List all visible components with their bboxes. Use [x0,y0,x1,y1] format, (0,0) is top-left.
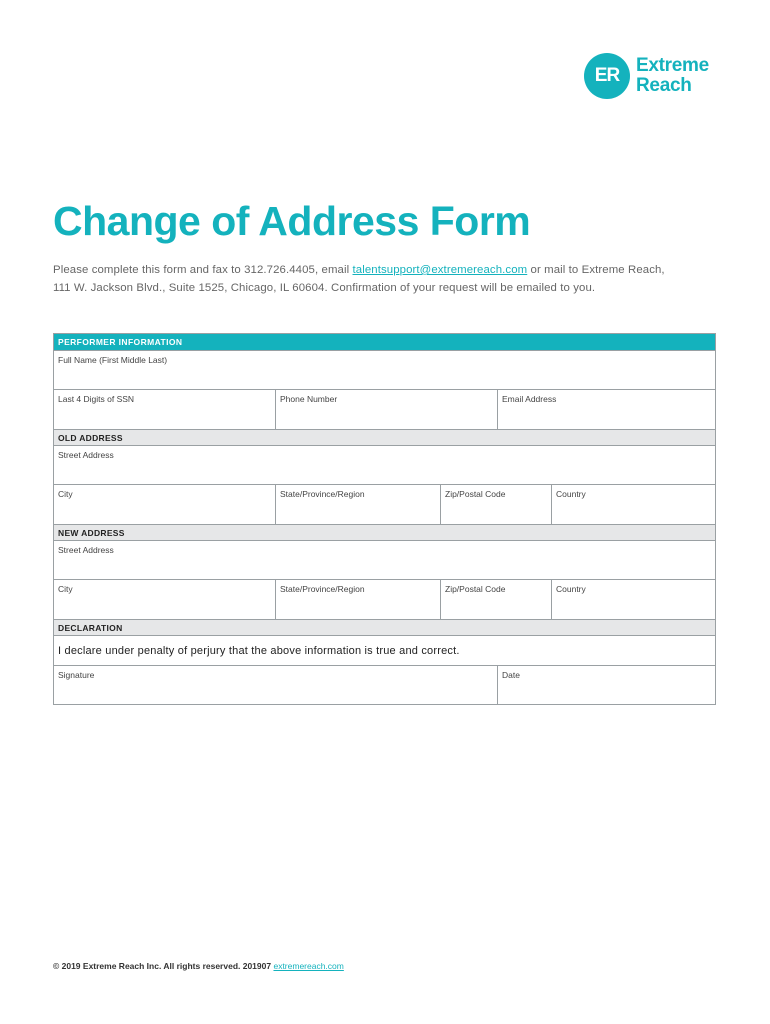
new-country-field[interactable] [552,580,715,619]
full-name-field[interactable] [54,351,715,389]
new-address-section-header: NEW ADDRESS [54,524,715,541]
old-zip-label: Zip/Postal Code [445,489,506,499]
phone-label: Phone Number [280,394,338,404]
declaration-statement: I declare under penalty of perjury that the above information is true and correct. [54,636,715,666]
address-form [53,333,716,705]
new-city-field[interactable] [54,580,276,619]
old-state-field[interactable] [276,485,441,524]
signature-row [54,666,715,704]
new-city-row [54,580,715,619]
new-state-field[interactable] [276,580,441,619]
logo-wordmark [636,56,709,96]
old-address-section-header: OLD ADDRESS [54,429,715,446]
old-street-field[interactable] [54,446,715,484]
contact-row [54,390,715,429]
full-name-row [54,351,715,390]
new-city-label: City [58,584,73,594]
signature-label: Signature [58,670,95,680]
logo-word-2: Reach [636,75,692,96]
full-name-label: Full Name (First Middle Last) [58,355,168,365]
new-street-field[interactable] [54,541,715,579]
intro-after-email: or mail to Extreme Reach, [527,264,665,276]
old-zip-field[interactable] [441,485,552,524]
intro-line-2: 111 W. Jackson Blvd., Suite 1525, Chicago, IL 60604. Confirmation of your request will be emailed to you. [53,282,596,294]
old-street-label: Street Address [58,450,114,460]
ssn-field[interactable] [54,390,276,429]
logo-word-1: Extreme [636,55,709,76]
support-email-link[interactable]: talentsupport@extremereach.com [352,264,528,276]
company-logo [584,53,709,99]
old-street-row [54,446,715,485]
old-city-row [54,485,715,524]
declaration-section-header: DECLARATION [54,619,715,636]
footer [53,961,344,971]
date-label: Date [502,670,520,680]
page-title: Change of Address Form [53,198,531,244]
new-zip-label: Zip/Postal Code [445,584,506,594]
new-street-label: Street Address [58,545,114,555]
date-field[interactable] [498,666,715,704]
email-label: Email Address [502,394,557,404]
new-state-label: State/Province/Region [280,584,365,594]
website-link[interactable]: extremereach.com [273,961,344,971]
intro-before-email: Please complete this form and fax to 312.726.4405, email [53,264,353,276]
old-city-field[interactable] [54,485,276,524]
old-state-label: State/Province/Region [280,489,365,499]
old-country-field[interactable] [552,485,715,524]
signature-field[interactable] [54,666,498,704]
performer-section-header: PERFORMER INFORMATION [54,334,715,351]
new-country-label: Country [556,584,586,594]
ssn-label: Last 4 Digits of SSN [58,394,135,404]
copyright-text: © 2019 Extreme Reach Inc. All rights reserved. 201907 [53,961,274,971]
old-country-label: Country [556,489,586,499]
email-field[interactable] [498,390,715,429]
old-city-label: City [58,489,73,499]
phone-field[interactable] [276,390,498,429]
logo-mark: ER [584,53,630,99]
intro-text [53,261,733,297]
new-zip-field[interactable] [441,580,552,619]
new-street-row [54,541,715,580]
